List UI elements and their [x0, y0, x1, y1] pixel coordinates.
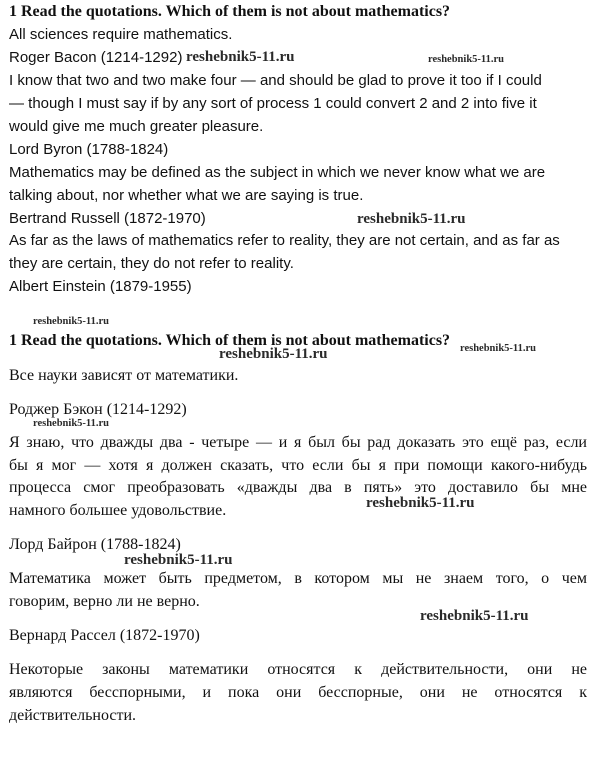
quote-text-bacon-ru: Все науки зависят от математики. [9, 367, 239, 384]
quote-author-byron-ru: Лорд Байрон (1788-1824) [9, 536, 181, 553]
watermark: reshebnik5-11.ru [357, 211, 466, 227]
watermark: reshebnik5-11.ru [460, 343, 536, 354]
watermark: reshebnik5-11.ru [124, 552, 233, 568]
watermark: reshebnik5-11.ru [420, 608, 529, 624]
quote-text-russell-ru-line-1: Математика может быть предметом, в котором мы не знаем того, о чем [9, 570, 587, 587]
watermark: reshebnik5-11.ru [428, 54, 504, 65]
quote-author-bacon-ru: Роджер Бэкон (1214-1292) [9, 401, 187, 418]
watermark: reshebnik5-11.ru [33, 316, 109, 327]
quote-text-byron-line-1: I know that two and two make four — and should be glad to prove it too if I could [9, 72, 542, 89]
heading-russian-section: 1 Read the quotations. Which of them is not about mathematics? [9, 332, 451, 349]
watermark: reshebnik5-11.ru [33, 418, 109, 429]
quote-text-einstein-line-2: they are certain, they do not refer to reality. [9, 255, 294, 272]
quote-text-bacon: All sciences require mathematics. [9, 26, 233, 43]
quote-text-byron-ru-line-3: процесса смог преобразовать «дважды два в пять» это доставило бы мне [9, 479, 587, 496]
quote-text-byron-line-2: — though I must say if by any sort of process 1 could convert 2 and 2 into five it [9, 95, 537, 112]
quote-text-russell-line-1: Mathematics may be defined as the subject in which we never know what we are [9, 164, 546, 181]
quote-author-bacon: Roger Bacon (1214-1292) [9, 49, 183, 66]
heading-english: 1 Read the quotations. Which of them is not about mathematics? [9, 3, 451, 20]
quote-text-russell-line-2: talking about, nor whether what we are saying is true. [9, 187, 364, 204]
watermark: reshebnik5-11.ru [186, 49, 295, 65]
watermark: reshebnik5-11.ru [366, 495, 475, 511]
quote-author-einstein: Albert Einstein (1879-1955) [9, 278, 192, 295]
quote-author-russell: Bertrand Russell (1872-1970) [9, 210, 206, 227]
quote-text-byron-line-3: would give me much greater pleasure. [9, 118, 264, 135]
quote-text-russell-ru-line-2: говорим, верно ли не верно. [9, 593, 200, 610]
quote-text-byron-ru-line-1: Я знаю, что дважды два - четыре — и я был бы рад доказать это ещё раз, если [9, 434, 587, 451]
quote-text-einstein-ru-line-3: действительности. [9, 707, 137, 724]
watermark: reshebnik5-11.ru [219, 346, 328, 362]
quote-author-russell-ru: Вернард Рассел (1872-1970) [9, 627, 200, 644]
quote-text-einstein-ru-line-1: Некоторые законы математики относятся к действительности, они не [9, 661, 587, 678]
quote-text-byron-ru-line-2: бы я мог — хотя я должен сказать, что если бы я при помощи какого-нибудь [9, 457, 587, 474]
quote-text-byron-ru-line-4: намного большее удовольствие. [9, 502, 227, 519]
quote-text-einstein-ru-line-2: являются бесспорными, и пока они бесспорные, они не относятся к [9, 684, 587, 701]
quote-text-einstein-line-1: As far as the laws of mathematics refer to reality, they are not certain, and as far as [9, 232, 560, 249]
quote-author-byron: Lord Byron (1788-1824) [9, 141, 169, 158]
